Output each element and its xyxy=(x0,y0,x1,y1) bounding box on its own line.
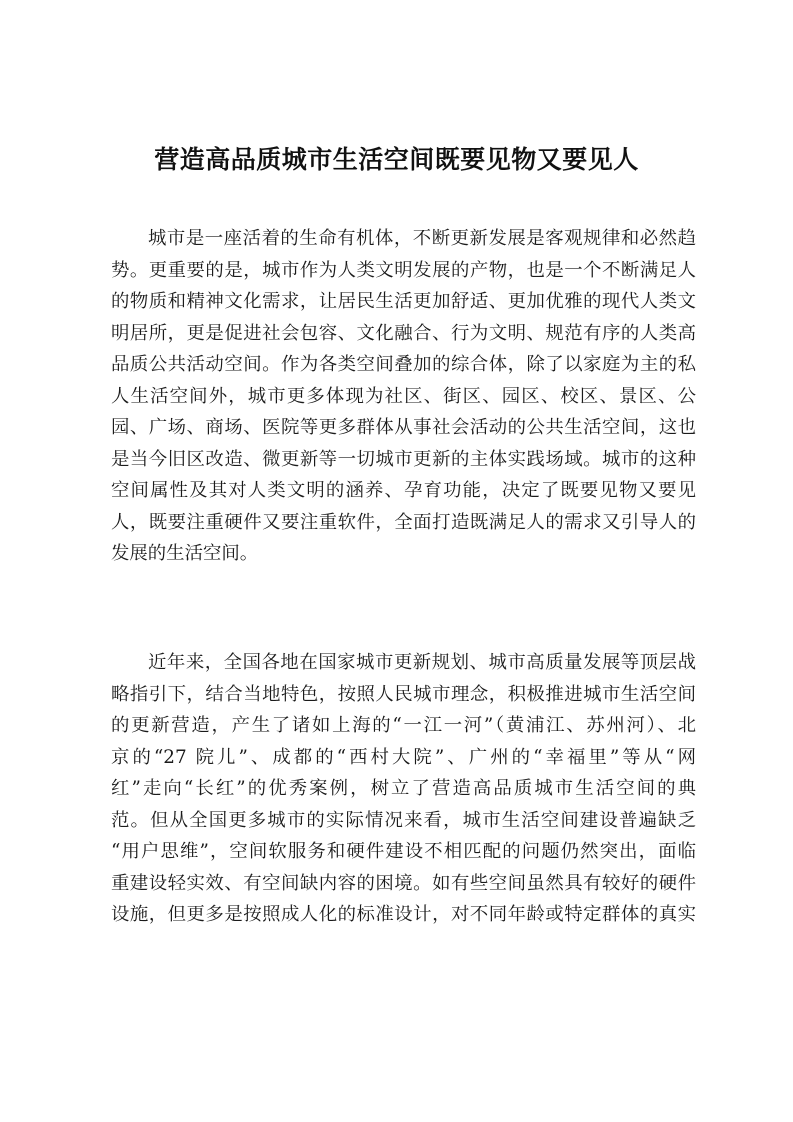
paragraph-line: 的更新营造，产生了诸如上海的“一江一河”（黄浦江、苏州河）、北 xyxy=(111,715,696,736)
paragraph-1 xyxy=(111,223,696,570)
paragraph-line: 人生活空间外，城市更多体现为社区、街区、园区、校区、景区、公 xyxy=(111,385,696,407)
paragraph-line: 设施，但更多是按照成人化的标准设计，对不同年龄或特定群体的真实 xyxy=(111,904,696,925)
paragraph-line: 略指引下，结合当地特色，按照人民城市理念，积极推进城市生活空间 xyxy=(111,683,696,705)
paragraph-line: 品质公共活动空间。作为各类空间叠加的综合体，除了以家庭为主的私 xyxy=(111,354,696,375)
paragraph-line: 势。更重要的是，城市作为人类文明发展的产物，也是一个不断满足人 xyxy=(111,259,696,281)
paragraph-line: 园、广场、商场、医院等更多群体从事社会活动的公共生活空间，这也 xyxy=(111,417,696,438)
paragraph-line: 空间属性及其对人类文明的涵养、孕育功能，决定了既要见物又要见 xyxy=(111,480,696,501)
paragraph-line: 近年来，全国各地在国家城市更新规划、城市高质量发展等顶层战 xyxy=(148,652,696,673)
paragraph-2 xyxy=(111,647,696,931)
paragraph-line: 是当今旧区改造、微更新等一切城市更新的主体实践场域。城市的这种 xyxy=(111,448,696,470)
paragraph-line: 发展的生活空间。 xyxy=(111,543,259,564)
paragraph-line: 范。但从全国更多城市的实际情况来看，城市生活空间建设普遍缺乏 xyxy=(111,809,696,831)
paragraph-line: 的物质和精神文化需求，让居民生活更加舒适、更加优雅的现代人类文 xyxy=(111,291,696,312)
paragraph-line: 红”走向“长红”的优秀案例，树立了营造高品质城市生活空间的典 xyxy=(111,778,696,799)
paragraph-line: 重建设轻实效、有空间缺内容的困境。如有些空间虽然具有较好的硬件 xyxy=(111,872,696,894)
paragraph-line: 明居所，更是促进社会包容、文化融合、行为文明、规范有序的人类高 xyxy=(111,322,696,344)
document-title: 营造高品质城市生活空间既要见物又要见人 xyxy=(154,145,639,174)
paragraph-line: 城市是一座活着的生命有机体，不断更新发展是客观规律和必然趋 xyxy=(148,228,696,249)
paragraph-line: 京的“27 院儿”、成都的“西村大院”、广州的“幸福里”等从“网 xyxy=(111,746,696,768)
paragraph-line: 人，既要注重硬件又要注重软件，全面打造既满足人的需求又引导人的 xyxy=(111,511,696,533)
paragraph-line: “用户思维”，空间软服务和硬件建设不相匹配的问题仍然突出，面临 xyxy=(111,841,696,862)
